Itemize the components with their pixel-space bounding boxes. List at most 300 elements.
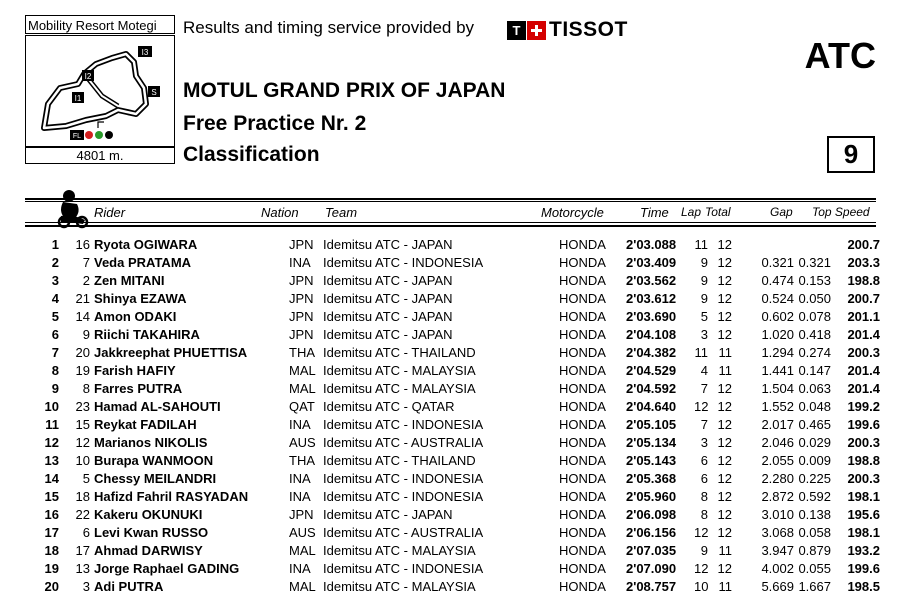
- cell-num: 19: [75, 363, 90, 378]
- cell-speed: 201.1: [847, 309, 880, 324]
- cell-moto: HONDA: [559, 327, 606, 342]
- circuit-length: 4801 m.: [25, 147, 175, 164]
- cell-team: Idemitsu ATC - INDONESIA: [323, 561, 484, 576]
- cell-lap: 8: [700, 489, 708, 504]
- cell-time: 2'07.035: [626, 543, 677, 558]
- cell-rider: Farres PUTRA: [94, 381, 183, 396]
- cell-num: 3: [82, 579, 90, 594]
- cell-gap: 2.280: [761, 471, 794, 486]
- cell-lap: 12: [694, 399, 709, 414]
- svg-text:FL: FL: [72, 133, 82, 140]
- cell-moto: HONDA: [559, 237, 606, 252]
- cell-total: 12: [717, 417, 732, 432]
- cell-speed: 199.6: [847, 417, 880, 432]
- cell-total: 12: [717, 471, 732, 486]
- circuit-map: [25, 35, 175, 147]
- cell-rider: Shinya EZAWA: [94, 291, 187, 306]
- cell-nation: INA: [289, 489, 311, 504]
- table-row: [0, 416, 902, 434]
- cell-gap: 0.602: [761, 309, 794, 324]
- column-header-motorcycle: Motorcycle: [541, 205, 604, 220]
- sector-marker-i3: [138, 46, 152, 57]
- cell-speed: 200.7: [847, 291, 880, 306]
- cell-speed: 193.2: [847, 543, 880, 558]
- cell-rider: Veda PRATAMA: [94, 255, 192, 270]
- cell-gap: 2.017: [761, 417, 794, 432]
- cell-time: 2'05.143: [626, 453, 677, 468]
- cell-rider: Farish HAFIY: [94, 363, 176, 378]
- cell-speed: 198.8: [847, 273, 880, 288]
- cell-speed: 199.2: [847, 399, 880, 414]
- cell-lap: 10: [694, 579, 709, 594]
- cell-speed: 200.3: [847, 345, 880, 360]
- cell-speed: 200.7: [847, 237, 880, 252]
- cell-nation: AUS: [289, 525, 316, 540]
- cell-total: 12: [717, 525, 732, 540]
- red-light-icon: [85, 131, 93, 139]
- series-label: ATC: [804, 35, 876, 76]
- table-row: [0, 578, 902, 596]
- cell-nation: QAT: [289, 399, 315, 414]
- cell-team: Idemitsu ATC - MALAYSIA: [323, 381, 476, 396]
- cell-num: 9: [82, 327, 90, 342]
- cell-moto: HONDA: [559, 345, 606, 360]
- cell-time: 2'06.098: [626, 507, 677, 522]
- cell-moto: HONDA: [559, 435, 606, 450]
- table-row: [0, 254, 902, 272]
- header-rule-top: [25, 198, 876, 200]
- table-row: [0, 272, 902, 290]
- cell-rider: Ahmad DARWISY: [94, 543, 203, 558]
- cell-speed: 198.1: [847, 525, 880, 540]
- cell-lap: 11: [694, 237, 708, 252]
- cell-team: Idemitsu ATC - AUSTRALIA: [323, 525, 484, 540]
- cell-time: 2'05.960: [626, 489, 677, 504]
- circuit-name: Mobility Resort Motegi: [25, 15, 175, 34]
- cell-moto: HONDA: [559, 489, 606, 504]
- table-row: [0, 326, 902, 344]
- cell-speed: 198.1: [847, 489, 880, 504]
- cell-diff: 0.058: [798, 525, 831, 540]
- cell-time: 2'04.529: [626, 363, 677, 378]
- cell-team: Idemitsu ATC - MALAYSIA: [323, 363, 476, 378]
- cell-pos: 4: [51, 291, 59, 306]
- cell-rider: Chessy MEILANDRI: [94, 471, 217, 486]
- cell-time: 2'03.612: [626, 291, 677, 306]
- cell-total: 12: [717, 453, 732, 468]
- table-row: [0, 452, 902, 470]
- cell-speed: 199.6: [847, 561, 880, 576]
- cell-pos: 14: [44, 471, 59, 486]
- column-header-lap: Lap: [681, 205, 702, 219]
- cell-team: Idemitsu ATC - MALAYSIA: [323, 579, 476, 594]
- cell-num: 22: [75, 507, 90, 522]
- document-title: Classification: [183, 143, 320, 166]
- cell-team: Idemitsu ATC - INDONESIA: [323, 489, 484, 504]
- cell-lap: 9: [700, 291, 708, 306]
- cell-num: 20: [75, 345, 90, 360]
- cell-rider: Jorge Raphael GADING: [94, 561, 240, 576]
- cell-pos: 17: [44, 525, 59, 540]
- cell-num: 23: [75, 399, 90, 414]
- cell-moto: HONDA: [559, 273, 606, 288]
- cell-num: 12: [75, 435, 90, 450]
- cell-time: 2'04.592: [626, 381, 677, 396]
- column-header-time: Time: [640, 205, 669, 220]
- cell-num: 7: [82, 255, 90, 270]
- cell-speed: 200.3: [847, 471, 880, 486]
- cell-num: 2: [82, 273, 90, 288]
- cell-total: 12: [717, 399, 732, 414]
- motorcycle-rider-icon: [55, 188, 91, 235]
- cell-team: Idemitsu ATC - JAPAN: [323, 237, 453, 252]
- cell-gap: 3.068: [761, 525, 794, 540]
- cell-rider: Ryota OGIWARA: [94, 237, 198, 252]
- cell-rider: Marianos NIKOLIS: [94, 435, 208, 450]
- cell-total: 12: [717, 561, 732, 576]
- cell-team: Idemitsu ATC - MALAYSIA: [323, 543, 476, 558]
- cell-moto: HONDA: [559, 525, 606, 540]
- sector-marker-s: [148, 86, 160, 97]
- cell-total: 12: [717, 309, 732, 324]
- cell-diff: 0.055: [798, 561, 831, 576]
- cell-lap: 9: [700, 543, 708, 558]
- cell-pos: 9: [51, 381, 59, 396]
- cell-moto: HONDA: [559, 417, 606, 432]
- cell-team: Idemitsu ATC - INDONESIA: [323, 471, 484, 486]
- cell-time: 2'05.368: [626, 471, 677, 486]
- cell-rider: Hafizd Fahril RASYADAN: [94, 489, 249, 504]
- cell-pos: 3: [51, 273, 59, 288]
- cell-diff: 0.321: [798, 255, 831, 270]
- cell-pos: 5: [51, 309, 59, 324]
- cell-total: 12: [717, 291, 732, 306]
- cell-num: 18: [75, 489, 90, 504]
- cell-speed: 201.4: [847, 363, 880, 378]
- cell-total: 11: [718, 543, 732, 558]
- cell-num: 17: [75, 543, 90, 558]
- cell-rider: Reykat FADILAH: [94, 417, 197, 432]
- table-row: [0, 488, 902, 506]
- cell-gap: 3.947: [761, 543, 794, 558]
- cell-team: Idemitsu ATC - THAILAND: [323, 453, 476, 468]
- cell-nation: JPN: [289, 507, 314, 522]
- cell-nation: MAL: [289, 543, 316, 558]
- cell-lap: 9: [700, 273, 708, 288]
- cell-time: 2'04.640: [626, 399, 677, 414]
- cell-time: 2'07.090: [626, 561, 677, 576]
- cell-speed: 201.4: [847, 327, 880, 342]
- cell-gap: 0.524: [761, 291, 794, 306]
- table-row: [0, 290, 902, 308]
- cell-num: 6: [82, 525, 90, 540]
- cell-nation: THA: [289, 345, 315, 360]
- cell-rider: Riichi TAKAHIRA: [94, 327, 200, 342]
- svg-text:I1: I1: [74, 94, 82, 103]
- cell-lap: 12: [694, 525, 709, 540]
- cell-total: 12: [717, 489, 732, 504]
- table-row: [0, 236, 902, 254]
- cell-total: 11: [718, 345, 732, 360]
- cell-diff: 0.465: [798, 417, 831, 432]
- swiss-cross-icon: [527, 21, 546, 40]
- cell-lap: 12: [694, 561, 709, 576]
- cell-nation: THA: [289, 453, 315, 468]
- cell-num: 8: [82, 381, 90, 396]
- cell-speed: 203.3: [847, 255, 880, 270]
- event-title: MOTUL GRAND PRIX OF JAPAN: [183, 79, 506, 102]
- cell-total: 11: [718, 363, 732, 378]
- table-row: [0, 434, 902, 452]
- cell-time: 2'04.108: [626, 327, 677, 342]
- cell-num: 14: [75, 309, 90, 324]
- cell-gap: 2.055: [761, 453, 794, 468]
- cell-gap: 2.872: [761, 489, 794, 504]
- cell-time: 2'03.088: [626, 237, 677, 252]
- session-name: Free Practice Nr. 2: [183, 112, 367, 135]
- cell-total: 11: [718, 579, 732, 594]
- cell-total: 12: [717, 381, 732, 396]
- cell-gap: 1.020: [761, 327, 794, 342]
- cell-nation: INA: [289, 471, 311, 486]
- cell-speed: 198.5: [847, 579, 880, 594]
- cell-pos: 10: [44, 399, 59, 414]
- cell-diff: 0.225: [798, 471, 831, 486]
- cell-pos: 11: [45, 417, 59, 432]
- cell-diff: 0.153: [798, 273, 831, 288]
- cell-diff: 0.147: [798, 363, 831, 378]
- cell-rider: Amon ODAKI: [94, 309, 177, 324]
- cell-total: 12: [717, 507, 732, 522]
- cell-nation: INA: [289, 417, 311, 432]
- column-header-total: Total: [705, 205, 731, 219]
- cell-nation: JPN: [289, 273, 314, 288]
- cell-speed: 201.4: [847, 381, 880, 396]
- cell-pos: 1: [51, 237, 59, 252]
- table-row: [0, 398, 902, 416]
- cell-lap: 4: [700, 363, 708, 378]
- cell-time: 2'03.562: [626, 273, 677, 288]
- cell-lap: 5: [700, 309, 708, 324]
- cell-moto: HONDA: [559, 561, 606, 576]
- cell-pos: 18: [44, 543, 59, 558]
- cell-diff: 0.048: [798, 399, 831, 414]
- cell-total: 12: [717, 255, 732, 270]
- cell-gap: 3.010: [761, 507, 794, 522]
- finish-line-marker: [70, 130, 84, 140]
- cell-diff: 0.063: [798, 381, 831, 396]
- page-number: 9: [827, 136, 875, 173]
- cell-diff: 0.050: [798, 291, 831, 306]
- cell-num: 13: [75, 561, 90, 576]
- cell-lap: 3: [700, 327, 708, 342]
- cell-nation: JPN: [289, 237, 314, 252]
- cell-team: Idemitsu ATC - INDONESIA: [323, 417, 484, 432]
- cell-diff: 0.879: [798, 543, 831, 558]
- cell-pos: 19: [44, 561, 59, 576]
- table-row: [0, 344, 902, 362]
- cell-pos: 2: [51, 255, 59, 270]
- sector-marker-i2: [82, 70, 94, 81]
- cell-moto: HONDA: [559, 579, 606, 594]
- green-light-icon: [95, 131, 103, 139]
- cell-lap: 9: [700, 255, 708, 270]
- cell-num: 16: [75, 237, 90, 252]
- cell-diff: 0.078: [798, 309, 831, 324]
- cell-team: Idemitsu ATC - JAPAN: [323, 507, 453, 522]
- cell-nation: INA: [289, 561, 311, 576]
- cell-team: Idemitsu ATC - INDONESIA: [323, 255, 484, 270]
- cell-total: 12: [717, 435, 732, 450]
- table-row: [0, 542, 902, 560]
- cell-gap: 1.504: [761, 381, 794, 396]
- cell-diff: 0.029: [798, 435, 831, 450]
- svg-text:I2: I2: [84, 72, 92, 81]
- cell-nation: JPN: [289, 291, 314, 306]
- cell-gap: 1.294: [761, 345, 794, 360]
- classification-table: [0, 236, 902, 596]
- table-row: [0, 506, 902, 524]
- table-row: [0, 308, 902, 326]
- cell-lap: 7: [700, 381, 708, 396]
- cell-gap: 4.002: [761, 561, 794, 576]
- checkered-flag-icon: [105, 131, 113, 139]
- cell-nation: INA: [289, 255, 311, 270]
- cell-time: 2'03.409: [626, 255, 677, 270]
- cell-time: 2'05.134: [626, 435, 677, 450]
- cell-pos: 6: [51, 327, 59, 342]
- cell-team: Idemitsu ATC - QATAR: [323, 399, 455, 414]
- table-row: [0, 362, 902, 380]
- cell-diff: 0.418: [798, 327, 831, 342]
- cell-speed: 195.6: [847, 507, 880, 522]
- cell-nation: JPN: [289, 309, 314, 324]
- cell-gap: 1.441: [761, 363, 794, 378]
- cell-speed: 200.3: [847, 435, 880, 450]
- cell-gap: 0.321: [761, 255, 794, 270]
- cell-diff: 1.667: [798, 579, 831, 594]
- column-header-gap: Gap: [770, 205, 793, 219]
- table-row: [0, 560, 902, 578]
- cell-lap: 11: [694, 345, 708, 360]
- cell-moto: HONDA: [559, 507, 606, 522]
- sector-marker-i1: [72, 92, 84, 103]
- cell-moto: HONDA: [559, 471, 606, 486]
- svg-text:S: S: [151, 88, 157, 97]
- cell-time: 2'03.690: [626, 309, 677, 324]
- cell-gap: 2.046: [761, 435, 794, 450]
- column-header-rider: Rider: [94, 205, 126, 220]
- cell-diff: 0.592: [798, 489, 831, 504]
- cell-rider: Burapa WANMOON: [94, 453, 214, 468]
- column-header-top-speed: Top Speed: [812, 205, 870, 219]
- table-row: [0, 470, 902, 488]
- cell-nation: MAL: [289, 363, 316, 378]
- svg-text:I3: I3: [141, 48, 149, 57]
- cell-lap: 8: [700, 507, 708, 522]
- column-header-team: Team: [325, 205, 358, 220]
- cell-nation: JPN: [289, 327, 314, 342]
- cell-pos: 13: [44, 453, 59, 468]
- cell-team: Idemitsu ATC - AUSTRALIA: [323, 435, 484, 450]
- cell-pos: 7: [51, 345, 59, 360]
- cell-rider: Jakkreephat PHUETTISA: [94, 345, 248, 360]
- cell-moto: HONDA: [559, 381, 606, 396]
- cell-nation: MAL: [289, 381, 316, 396]
- table-row: [0, 380, 902, 398]
- direction-arrow-icon: [98, 122, 104, 128]
- cell-lap: 3: [700, 435, 708, 450]
- tissot-wordmark: TISSOT: [549, 18, 628, 41]
- cell-nation: MAL: [289, 579, 316, 594]
- track-layout-icon: [26, 36, 174, 146]
- cell-rider: Hamad AL-SAHOUTI: [94, 399, 221, 414]
- cell-pos: 12: [44, 435, 59, 450]
- cell-team: Idemitsu ATC - JAPAN: [323, 291, 453, 306]
- cell-time: 2'06.156: [626, 525, 677, 540]
- cell-rider: Levi Kwan RUSSO: [94, 525, 209, 540]
- cell-pos: 15: [44, 489, 59, 504]
- header-rule-bottom-thin: [25, 222, 876, 223]
- cell-moto: HONDA: [559, 399, 606, 414]
- cell-moto: HONDA: [559, 453, 606, 468]
- cell-total: 12: [717, 237, 732, 252]
- cell-gap: 1.552: [761, 399, 794, 414]
- cell-diff: 0.009: [798, 453, 831, 468]
- header-rule-bottom: [25, 225, 876, 227]
- cell-nation: AUS: [289, 435, 316, 450]
- cell-rider: Kakeru OKUNUKI: [94, 507, 203, 522]
- cell-num: 10: [75, 453, 90, 468]
- cell-rider: Adi PUTRA: [94, 579, 164, 594]
- tissot-logo: [507, 19, 628, 41]
- cell-num: 5: [82, 471, 90, 486]
- cell-team: Idemitsu ATC - JAPAN: [323, 273, 453, 288]
- cell-total: 12: [717, 327, 732, 342]
- cell-gap: 0.474: [761, 273, 794, 288]
- cell-gap: 5.669: [761, 579, 794, 594]
- tissot-t-mark-icon: T: [507, 21, 526, 40]
- cell-num: 15: [75, 417, 90, 432]
- cell-lap: 6: [700, 471, 708, 486]
- provider-text: Results and timing service provided by: [183, 18, 475, 37]
- cell-num: 21: [75, 291, 90, 306]
- cell-team: Idemitsu ATC - JAPAN: [323, 327, 453, 342]
- cell-lap: 6: [700, 453, 708, 468]
- cell-moto: HONDA: [559, 291, 606, 306]
- cell-moto: HONDA: [559, 363, 606, 378]
- cell-team: Idemitsu ATC - JAPAN: [323, 309, 453, 324]
- cell-total: 12: [717, 273, 732, 288]
- cell-moto: HONDA: [559, 309, 606, 324]
- cell-time: 2'08.757: [626, 579, 677, 594]
- column-header-nation: Nation: [261, 205, 299, 220]
- header-rule-top-thin: [25, 201, 876, 202]
- cell-team: Idemitsu ATC - THAILAND: [323, 345, 476, 360]
- cell-moto: HONDA: [559, 255, 606, 270]
- cell-lap: 7: [700, 417, 708, 432]
- cell-pos: 20: [44, 579, 59, 594]
- cell-pos: 16: [44, 507, 59, 522]
- cell-time: 2'04.382: [626, 345, 677, 360]
- cell-pos: 8: [51, 363, 59, 378]
- cell-diff: 0.138: [798, 507, 831, 522]
- cell-speed: 198.8: [847, 453, 880, 468]
- cell-rider: Zen MITANI: [94, 273, 165, 288]
- cell-diff: 0.274: [798, 345, 831, 360]
- cell-time: 2'05.105: [626, 417, 677, 432]
- table-row: [0, 524, 902, 542]
